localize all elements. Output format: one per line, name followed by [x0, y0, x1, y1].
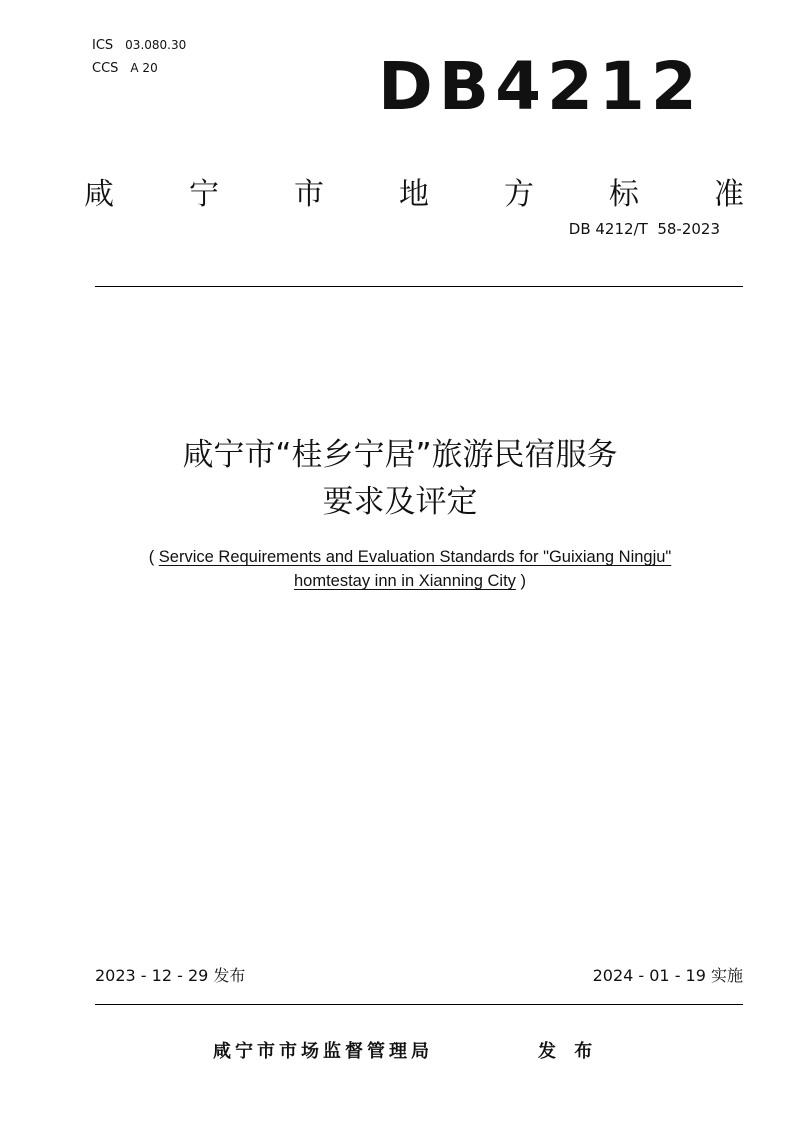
ccs-row: [92, 61, 158, 76]
title-en-line2: homtestay inn in Xianning City: [293, 572, 516, 590]
implementation-date: 2024 - 01 - 19 实施: [592, 966, 743, 985]
title-en-close-paren: ): [520, 572, 527, 590]
standard-type-char: 咸: [84, 177, 114, 212]
top-divider: [95, 286, 743, 287]
title-en-line1: Service Requirements and Evaluation Standards for "Guixiang Ningju": [158, 548, 672, 566]
standard-type: [84, 177, 744, 212]
publish-word: 发 布: [538, 1041, 599, 1062]
title-cn-line1: 咸宁市“桂乡宁居”旅游民宿服务: [182, 437, 618, 473]
standard-type-char: 市: [294, 177, 324, 212]
title-en-open-paren: (: [148, 548, 155, 566]
standard-number: DB 4212/T 58-2023: [568, 220, 720, 238]
standard-type-char: 方: [504, 177, 534, 212]
standard-type-char: 宁: [189, 177, 219, 212]
standard-type-char: 准: [714, 177, 744, 212]
ics-label: ICS: [92, 38, 114, 53]
title-en: [100, 545, 720, 593]
bottom-divider: [95, 1004, 743, 1005]
ccs-code: A 20: [130, 61, 158, 75]
ccs-label: CCS: [92, 61, 119, 76]
title-cn-line2: 要求及评定: [322, 484, 478, 520]
ics-row: [92, 38, 186, 53]
ics-code: 03.080.30: [125, 38, 187, 52]
db-logo: DB4212: [378, 48, 703, 125]
title-en-line2-row: [100, 569, 720, 593]
standard-type-char: 地: [399, 177, 429, 212]
publisher: 咸宁市市场监督管理局: [213, 1041, 433, 1062]
standard-type-char: 标: [609, 177, 639, 212]
title-en-line1-row: [100, 545, 720, 569]
issue-date: 2023 - 12 - 29 发布: [95, 966, 246, 985]
